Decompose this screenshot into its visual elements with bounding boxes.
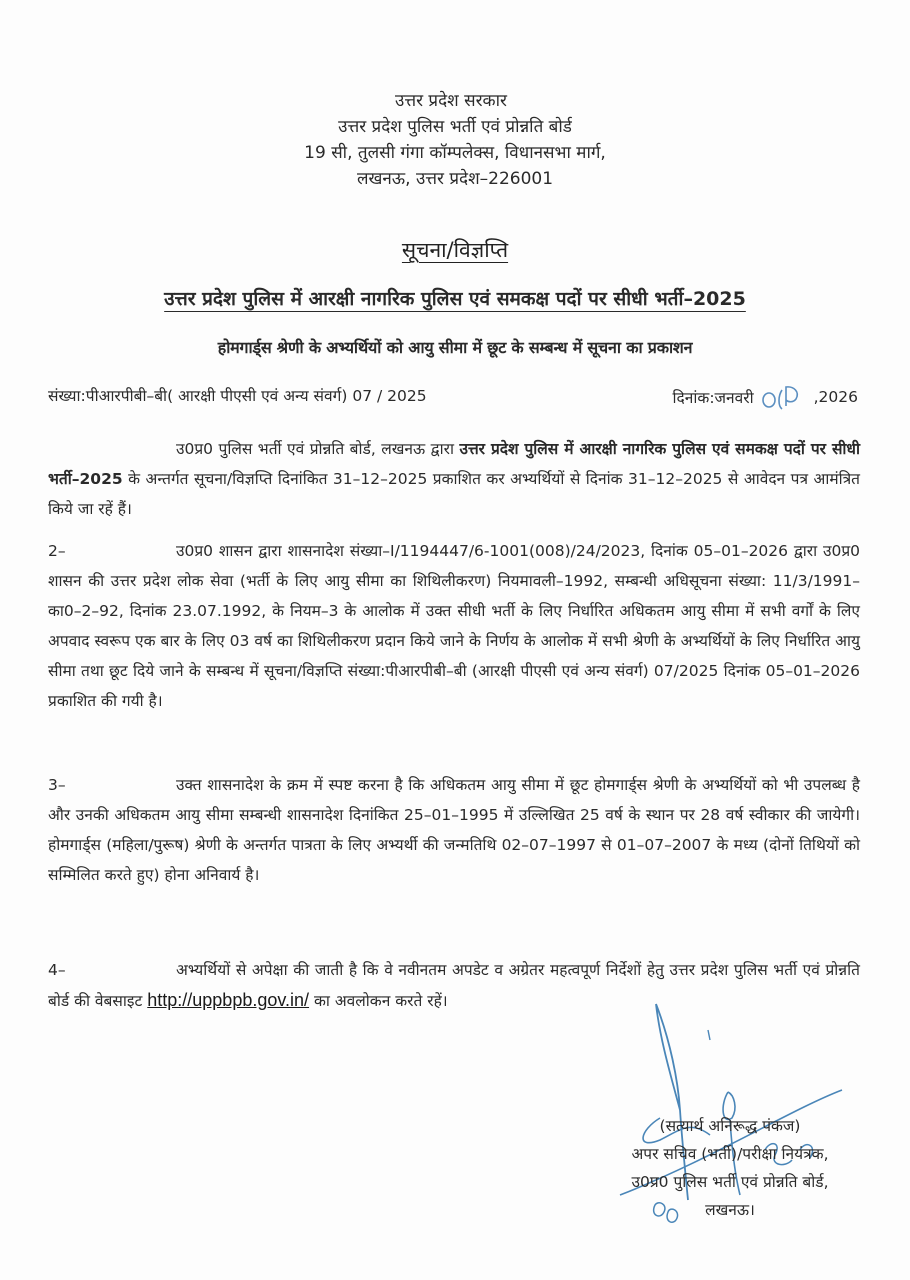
letterhead-address: 19 सी, तुलसी गंगा कॉम्पलेक्स, विधानसभा मार्ग, [304,143,606,163]
signatory-place: लखनऊ। [705,1201,755,1219]
paragraph-2 [48,536,860,722]
paragraph-2-text: उ0प्र0 शासन द्वारा शासनादेश संख्या–I/1194447/6-1001(008)/24/2023, दिनांक 05–01–2026 द्वारा उ0प्र0 शासन की उत्तर प्रदेश लोक सेवा (भर्ती के लिए आयु सीमा का शिथिलीकरण) नियमावली–1992, सम्बन्धी अधिसूचना संख्या: 11/3/1991–का0–2–92, दिनांक 23.07.1992, के नियम–3 के आलोक में उक्त सीधी भर्ती के लिए निर्धारित अधिकतम आयु सीमा में सभी वर्गों के लिए अपवाद स्वरूप एक बार के लिए 03 वर्ष का शिथिलीकरण प्रदान किये जाने के निर्णय के आलोक में सभी श्रेणी के अभ्यर्थियों के लिए निर्धारित आयु सीमा तथा छूट दिये जाने के सम्बन्ध में सूचना/विज्ञप्ति संख्या:पीआरपीबी–बी (आरक्षी पीएसी एवं अन्य संवर्ग) 07/2025 दिनांक 05–01–2026 प्रकाशित की गयी है। [48,542,860,710]
paragraph-1-part-1: उ0प्र0 पुलिस भर्ती एवं प्रोन्नति बोर्ड, लखनऊ द्वारा [176,440,460,458]
reference-row [48,384,858,410]
paragraph-4 [48,955,860,1022]
paragraph-1 [48,434,860,530]
notice-subject-text: उत्तर प्रदेश पुलिस में आरक्षी नागरिक पुलिस एवं समकक्ष पदों पर सीधी भर्ती–2025 [164,288,746,310]
reference-number: संख्या:पीआरपीबी–बी( आरक्षी पीएसी एवं अन्य संवर्ग) 07 / 2025 [48,387,427,405]
signature-block [580,1112,880,1224]
signatory-designation: अपर सचिव (भर्ती)/परीक्षा नियंत्रक, [631,1145,829,1163]
paragraph-4-text-before: अभ्यर्थियों से अपेक्षा की जाती है कि वे नवीनतम अपडेट व अग्रेतर महत्वपूर्ण निर्देशों हेतु उत्तर प्रदेश पुलिस भर्ती एवं प्रोन्नति बोर्ड की वेबसाइट [48,961,860,1010]
paragraph-4-text-after: का अवलोकन करते रहें। [309,992,448,1010]
letterhead-government: उत्तर प्रदेश सरकार [395,91,507,111]
paragraph-2-number: 2– [48,542,66,560]
notice-title [0,236,910,264]
paragraph-3-text: उक्त शासनादेश के क्रम में स्पष्ट करना है कि अधिकतम आयु सीमा में छूट होमगार्ड्स श्रेणी के अभ्यर्थियों को भी उपलब्ध है और उनकी अधिकतम आयु सीमा सम्बन्धी शासनादेश दिनांकित 25–01–1995 में उल्लिखित 25 वर्ष के स्थान पर 28 वर्ष स्वीकार की जायेगी। होमगार्ड्स (महिला/पुरूष) श्रेणी के अन्तर्गत पात्रता के लिए अभ्यर्थी की जन्मतिथि 02–07–1997 से 01–07–2007 के मध्य (दोनों तिथियों को सम्मिलित करते हुए) होना अनिवार्य है। [48,776,860,884]
notice-subject [0,285,910,311]
letterhead-board-name: उत्तर प्रदेश पुलिस भर्ती एवं प्रोन्नति बोर्ड [338,117,572,137]
signatory-name: (सत्यार्थ अनिरूद्ध पंकज) [659,1117,801,1135]
paragraph-1-part-3: के अन्तर्गत सूचना/विज्ञप्ति दिनांकित 31–12–2025 प्रकाशित कर अभ्यर्थियों से दिनांक 31–12–2025 से आवेदन पत्र आमंत्रित किये जा रहें हैं। [48,470,860,518]
handwritten-date-icon [760,384,808,410]
paragraph-3 [48,770,860,896]
paragraph-3-number: 3– [48,776,66,794]
website-link[interactable]: http://uppbpb.gov.in/ [147,990,310,1010]
letterhead [0,88,910,192]
letterhead-city: लखनऊ, उत्तर प्रदेश–226001 [356,169,554,189]
notice-sub-subject: होमगार्ड्स श्रेणी के अभ्यर्थियों को आयु सीमा में छूट के सम्बन्ध में सूचना का प्रकाशन [217,338,693,357]
date-year: ,2026 [813,388,858,406]
date-label: दिनांक:जनवरी [672,389,754,407]
paragraph-4-number: 4– [48,961,66,979]
signatory-organization: उ0प्र0 पुलिस भर्ती एवं प्रोन्नति बोर्ड, [631,1173,829,1191]
paragraph-1-part-2: उत्तर प्रदेश पुलिस में आरक्षी नागरिक पुलिस एवं समकक्ष पदों पर सीधी भर्ती–2025 [48,440,860,488]
notice-date [673,384,858,410]
notice-title-text: सूचना/विज्ञप्ति [401,238,509,262]
handwritten-date-mark [760,384,808,410]
